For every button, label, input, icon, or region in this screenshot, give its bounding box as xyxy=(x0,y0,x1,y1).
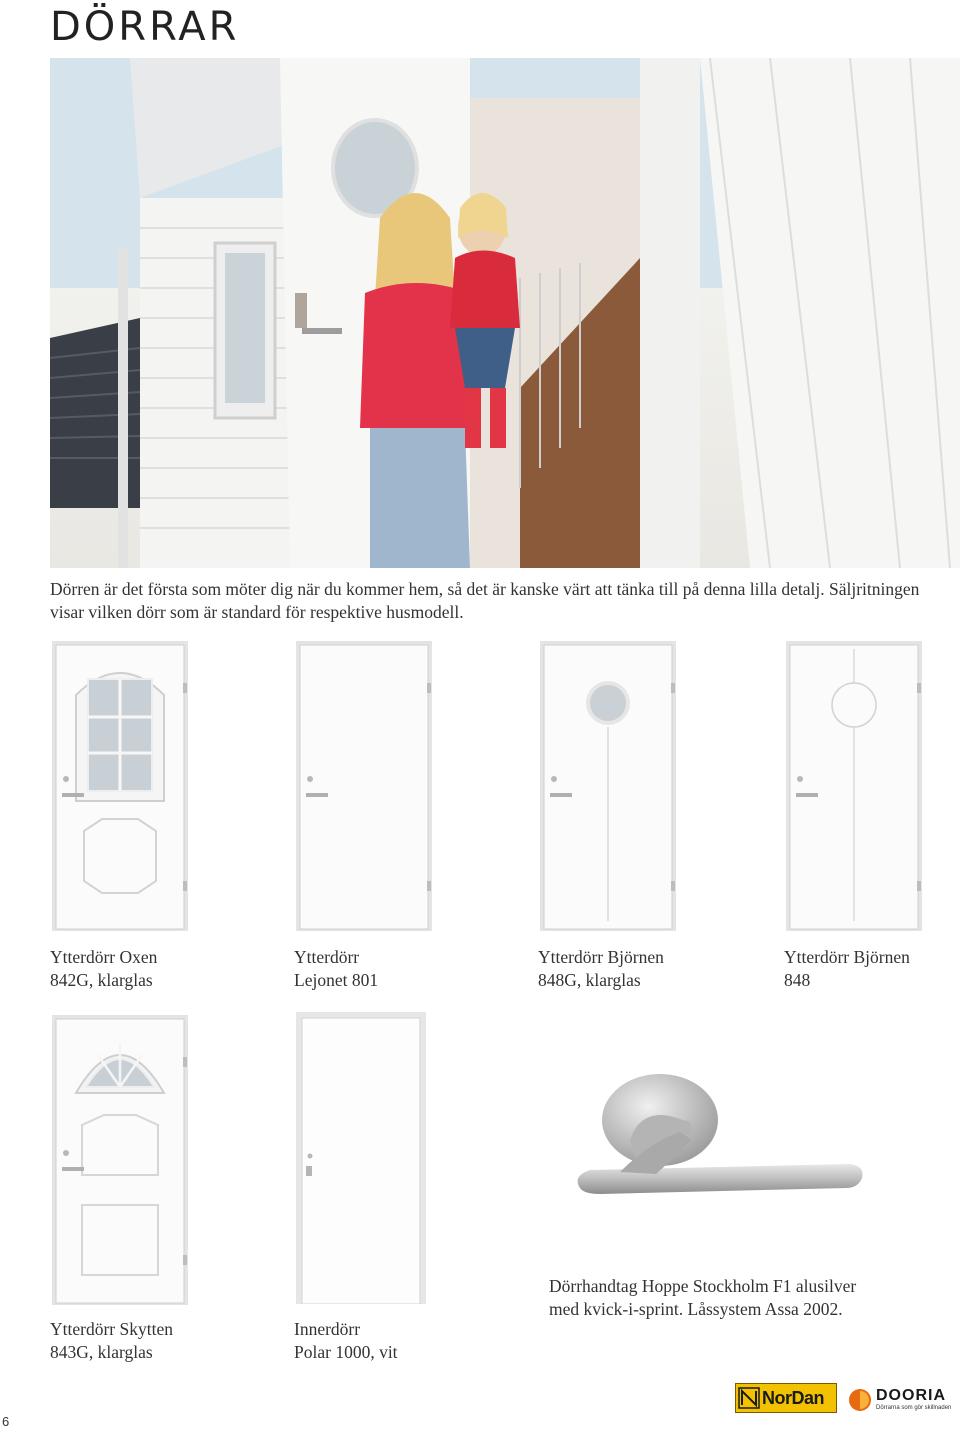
door-polar-caption xyxy=(294,1318,398,1364)
caption-line-1: Ytterdörr Björnen xyxy=(538,947,664,967)
door-skytten-caption xyxy=(50,1318,173,1364)
caption-line-1: Ytterdörr xyxy=(294,947,360,967)
dooria-wordmark: DOORIA xyxy=(876,1387,946,1404)
caption-line-1: Ytterdörr Oxen xyxy=(50,947,158,967)
dooria-logo xyxy=(848,1384,960,1416)
door-bjornen-image xyxy=(786,641,922,931)
caption-line-1: Ytterdörr Skytten xyxy=(50,1319,173,1339)
door-bjornen-caption xyxy=(784,946,910,992)
caption-line-2: 842G, klarglas xyxy=(50,970,153,990)
door-skytten-image xyxy=(52,1015,188,1305)
caption-line-2: Lejonet 801 xyxy=(294,970,379,990)
door-lejonet-caption xyxy=(294,946,378,992)
caption-line-2: Polar 1000, vit xyxy=(294,1342,398,1362)
door-bjornen-glass-caption xyxy=(538,946,664,992)
dooria-tagline: Dörrarna som gör skillnaden xyxy=(876,1405,952,1411)
caption-line-2: 843G, klarglas xyxy=(50,1342,153,1362)
page-number: 6 xyxy=(2,1414,10,1429)
door-handle-image xyxy=(560,1070,880,1210)
door-oxen-image xyxy=(52,641,188,931)
caption-line-1: Innerdörr xyxy=(294,1319,361,1339)
caption-line-2: 848G, klarglas xyxy=(538,970,641,990)
intro-paragraph: Dörren är det första som möter dig när du kommer hem, så det är kanske värt att tänka till på denna lilla detalj. Säljritningen visar vilken dörr som är standard för respektive husmodell. xyxy=(50,579,920,622)
page-heading: DÖRRAR xyxy=(50,4,240,50)
caption-line-1: Dörrhandtag Hoppe Stockholm F1 alusilver xyxy=(549,1276,857,1296)
hero-photo xyxy=(50,58,960,568)
nordan-wordmark: NorDan xyxy=(762,1387,825,1408)
handle-caption xyxy=(549,1275,856,1321)
nordan-mark-icon xyxy=(736,1384,762,1412)
door-polar-image xyxy=(296,1012,426,1304)
door-lejonet-image xyxy=(296,641,432,931)
dooria-mark-icon xyxy=(848,1388,872,1412)
caption-line-1: Ytterdörr Björnen xyxy=(784,947,910,967)
caption-line-2: 848 xyxy=(784,970,811,990)
caption-line-2: med kvick-i-sprint. Låssystem Assa 2002. xyxy=(549,1299,843,1319)
nordan-logo xyxy=(735,1383,837,1413)
door-oxen-caption xyxy=(50,946,157,992)
door-bjornen-glass-image xyxy=(540,641,676,931)
